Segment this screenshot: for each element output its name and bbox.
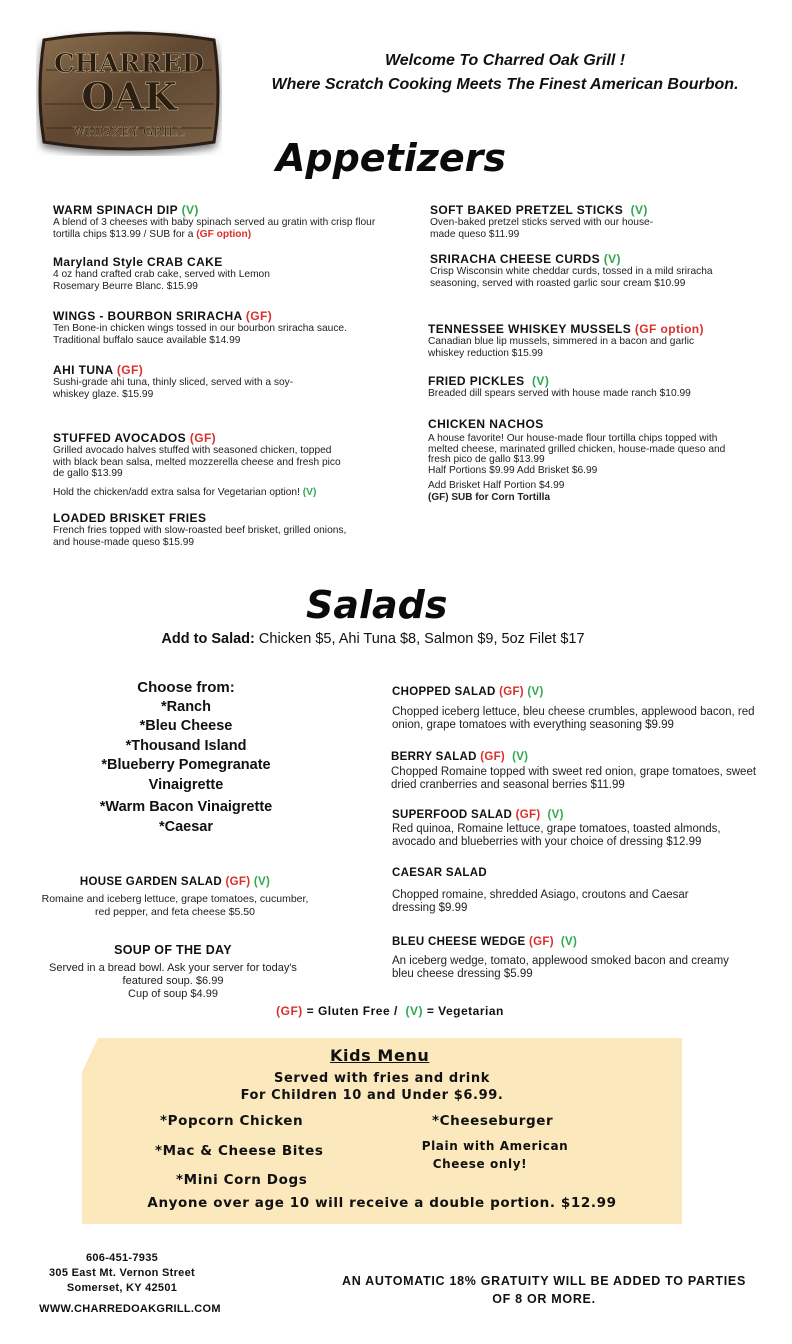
gluten-free-tag: (GF) — [225, 876, 251, 888]
item-name: CHICKEN NACHOS — [428, 417, 544, 431]
appetizer-stuffed-avocados — [53, 431, 343, 498]
legend-v: (V) — [405, 1004, 423, 1018]
legend-gf-text: = Gluten Free / — [302, 1004, 402, 1018]
dressing-item: Vinaigrette — [148, 776, 224, 793]
kids-cheeseburger-note-2: Cheese only! — [432, 1157, 528, 1171]
item-description: 4 oz hand crafted crab cake, served with Lemon Rosemary Beurre Blanc. $15.99 — [53, 269, 270, 292]
gluten-free-tag: (GF) — [189, 431, 217, 445]
contact-info — [30, 1252, 214, 1294]
logo — [36, 30, 222, 156]
kids-item-corn-dogs: *Mini Corn Dogs — [176, 1172, 308, 1188]
kids-over-10: Anyone over age 10 will receive a double portion. $12.99 — [147, 1195, 617, 1211]
item-half-portions: Half Portions $9.99 Add Brisket $6.99 — [428, 464, 598, 476]
appetizer-pretzel-sticks — [430, 203, 660, 240]
salads-title: Salads — [306, 583, 448, 627]
kids-item-cheeseburger: *Cheeseburger — [432, 1113, 554, 1129]
kids-line-1: Served with fries and drink — [274, 1071, 490, 1086]
dressing-item: *Ranch — [161, 698, 211, 715]
item-description: Sushi-grade ahi tuna, thinly sliced, served with a soy-whiskey glaze. $15.99 — [53, 377, 294, 400]
salad-house-garden — [40, 876, 310, 919]
logo-line3: WHISKEY GRILL — [73, 125, 186, 140]
gluten-free-tag: (GF option) — [196, 228, 252, 240]
item-name: AHI TUNA — [53, 363, 114, 377]
item-description: Chopped Romaine topped with sweet red onion, grape tomatoes, sweet dried cranberries and seasonal berries $11.99 — [391, 766, 757, 791]
item-description: French fries topped with slow-roasted beef brisket, grilled onions, and house-made queso $15.99 — [53, 525, 347, 548]
welcome-line-1: Welcome To Charred Oak Grill ! — [384, 52, 626, 69]
appetizer-fried-pickles — [428, 374, 728, 400]
item-name: STUFFED AVOCADOS — [53, 431, 187, 445]
gluten-free-tag: (GF) — [499, 686, 524, 698]
gluten-free-tag: (GF) — [480, 751, 506, 763]
item-description: Romaine and iceberg lettuce, grape tomatoes, cucumber, red pepper, and feta cheese $5.50 — [41, 893, 309, 918]
welcome-line-2: Where Scratch Cooking Meets The Finest American Bourbon. — [271, 76, 739, 93]
legend-v-text: = Vegetarian — [422, 1004, 504, 1018]
item-name: TENNESSEE WHISKEY MUSSELS — [428, 322, 632, 336]
item-description: Chopped romaine, shredded Asiago, croutons and Caesar dressing $9.99 — [392, 889, 689, 914]
add-to-salad-options: Chicken $5, Ahi Tuna $8, Salmon $9, 5oz Filet $17 — [254, 631, 585, 647]
vegetarian-tag: (V) — [547, 809, 564, 821]
gratuity-line-2: OF 8 OR MORE. — [492, 1292, 596, 1306]
appetizer-warm-spinach-dip — [53, 203, 393, 240]
vegetarian-tag: (V) — [603, 252, 621, 266]
item-name: SRIRACHA CHEESE CURDS — [430, 252, 600, 266]
gluten-free-tag: (GF option) — [634, 322, 704, 336]
address-line-1: 305 East Mt. Vernon Street — [49, 1267, 195, 1279]
item-name: Maryland Style CRAB CAKE — [53, 255, 223, 269]
address-line-2: Somerset, KY 42501 — [66, 1282, 178, 1294]
item-description: Ten Bone-in chicken wings tossed in our bourbon sriracha sauce. Traditional buffalo sauce available $14.99 — [53, 323, 347, 346]
appetizer-crab-cake — [53, 255, 313, 292]
item-description: A blend of 3 cheeses with baby spinach served au gratin with crisp flour tortilla chips $13.99 / SUB for a — [53, 217, 376, 240]
item-name: SOUP OF THE DAY — [114, 943, 232, 957]
dressing-item: *Warm Bacon Vinaigrette — [99, 799, 273, 815]
kids-menu-title: Kids Menu — [330, 1046, 430, 1065]
gluten-free-tag: (GF) — [529, 936, 554, 948]
salad-bleu-cheese-wedge — [392, 936, 732, 981]
item-name: HOUSE GARDEN SALAD — [79, 876, 223, 888]
dietary-legend — [0, 1004, 780, 1018]
kids-item-mac-cheese: *Mac & Cheese Bites — [155, 1143, 324, 1159]
gratuity-notice — [326, 1272, 762, 1308]
logo-line2: OAK — [81, 74, 177, 119]
salad-berry — [391, 751, 763, 792]
kids-line-2: For Children 10 and Under $6.99. — [240, 1088, 504, 1103]
salad-caesar — [392, 867, 722, 915]
appetizers-title: Appetizers — [276, 136, 507, 180]
vegetarian-tag: (V) — [181, 203, 199, 217]
item-description: Red quinoa, Romaine lettuce, grape tomatoes, toasted almonds, avocado and blueberries with your choice of dressing $12.99 — [392, 823, 721, 848]
phone-number: 606-451-7935 — [85, 1252, 159, 1264]
vegetarian-tag: (V) — [532, 374, 550, 388]
dressing-item: *Caesar — [158, 818, 213, 835]
appetizer-chicken-nachos — [428, 417, 738, 503]
legend-gf: (GF) — [276, 1004, 303, 1018]
soup-line-3: Cup of soup $4.99 — [128, 988, 218, 1000]
dressing-item: *Blueberry Pomegranate — [101, 757, 271, 773]
gluten-free-tag: (GF) — [245, 309, 273, 323]
vegetarian-tag: (V) — [630, 203, 648, 217]
logo-line1: CHARRED — [54, 49, 204, 79]
gluten-free-tag: (GF) — [515, 809, 541, 821]
item-add-brisket: Add Brisket Half Portion $4.99 — [428, 480, 565, 491]
appetizer-ahi-tuna — [53, 363, 313, 400]
gluten-free-tag: (GF) — [116, 363, 144, 377]
vegetarian-tag: (V) — [302, 486, 317, 498]
add-to-salad-label: Add to Salad: — [161, 631, 255, 647]
appetizer-whiskey-mussels — [428, 322, 728, 359]
vegetarian-tag: (V) — [512, 751, 529, 763]
item-name: LOADED BRISKET FRIES — [53, 511, 207, 525]
item-name: BERRY SALAD — [391, 751, 477, 763]
item-name: BLEU CHEESE WEDGE — [392, 936, 526, 948]
appetizer-cheese-curds — [430, 252, 730, 289]
dressing-item: *Thousand Island — [125, 737, 247, 754]
appetizer-wings — [53, 309, 393, 346]
dressing-item: *Bleu Cheese — [139, 718, 233, 734]
item-description: Oven-baked pretzel sticks served with our house-made queso $11.99 — [430, 217, 654, 240]
soup-of-the-day — [38, 943, 308, 1001]
item-description: Crisp Wisconsin white cheddar curds, tossed in a mild sriracha seasoning, served with roasted garlic sour cream $10.99 — [430, 266, 713, 289]
item-description: Breaded dill spears served with house made ranch $10.99 — [428, 388, 691, 399]
vegetarian-tag: (V) — [560, 936, 578, 948]
appetizer-loaded-brisket-fries — [53, 511, 353, 548]
item-name: WARM SPINACH DIP — [53, 203, 178, 217]
item-name: CAESAR SALAD — [392, 867, 487, 879]
item-name: SOFT BAKED PRETZEL STICKS — [430, 203, 624, 217]
vegetarian-tag: (V) — [527, 686, 544, 698]
soup-line-2: featured soup. $6.99 — [122, 975, 224, 987]
item-name: WINGS - BOURBON SRIRACHA — [53, 309, 243, 323]
item-name: SUPERFOOD SALAD — [392, 809, 513, 821]
item-description: An iceberg wedge, tomato, applewood smoked bacon and creamy bleu cheese dressing $5.99 — [392, 955, 729, 980]
item-name: FRIED PICKLES — [428, 374, 525, 388]
website-link[interactable]: WWW.CHARREDOAKGRILL.COM — [39, 1303, 221, 1315]
item-description: A house favorite! Our house-made flour tortilla chips topped with melted cheese, marinated grilled chicken, house-made queso and fresh pico de gallo $13.99 — [428, 433, 726, 465]
item-description: Grilled avocado halves stuffed with seasoned chicken, topped with black bean salsa, melted mozzerella cheese and fresh pico de gallo $13.99 — [53, 445, 341, 479]
item-name: CHOPPED SALAD — [392, 686, 496, 698]
add-to-salad — [0, 631, 746, 647]
item-description: Canadian blue lip mussels, simmered in a bacon and garlic whiskey reduction $15.99 — [428, 336, 695, 359]
item-gf-sub: (GF) SUB for Corn Tortilla — [428, 491, 551, 503]
kids-item-popcorn-chicken: *Popcorn Chicken — [160, 1113, 304, 1129]
vegetarian-tag: (V) — [253, 876, 271, 888]
gratuity-line-1: AN AUTOMATIC 18% GRATUITY WILL BE ADDED TO PARTIES — [341, 1274, 746, 1288]
dressing-list — [76, 678, 296, 837]
soup-line-1: Served in a bread bowl. Ask your server for today's — [49, 962, 297, 974]
dressing-heading: Choose from: — [137, 679, 235, 696]
kids-cheeseburger-note-1: Plain with American — [421, 1139, 569, 1153]
salad-superfood — [392, 809, 754, 849]
item-description: Chopped iceberg lettuce, bleu cheese crumbles, applewood bacon, red onion, grape tomatoes with everything seasoning $9.99 — [392, 706, 755, 731]
item-note: Hold the chicken/add extra salsa for Vegetarian option! — [53, 486, 303, 498]
salad-chopped — [392, 686, 774, 732]
